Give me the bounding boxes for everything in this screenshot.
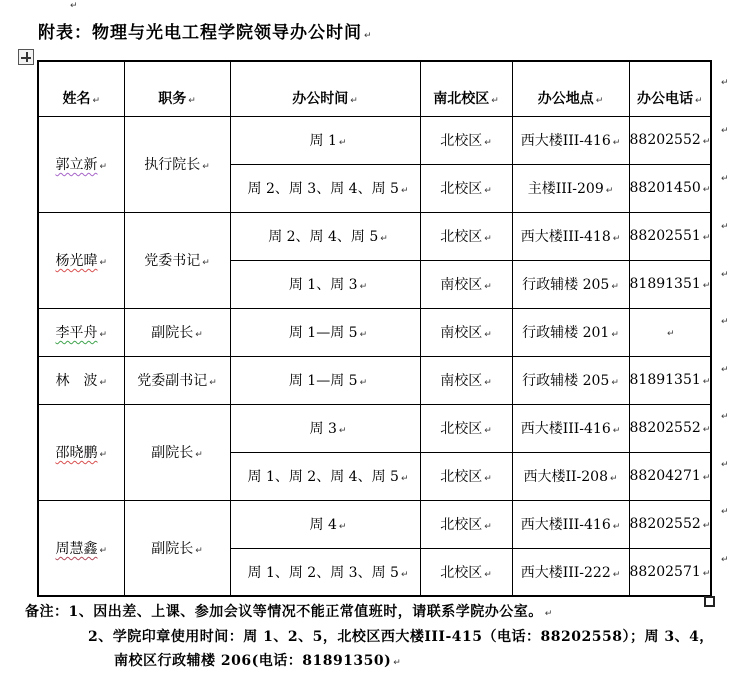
pilcrow-mark: ↵: [209, 378, 217, 388]
campus: 北校区: [440, 517, 483, 533]
header-time[interactable]: [230, 61, 420, 116]
pilcrow-mark: ↵: [721, 317, 729, 327]
pilcrow-mark: ↵: [400, 474, 409, 484]
person-name: 邵晓鹏: [55, 445, 98, 461]
header-row: [38, 61, 711, 116]
location-cell[interactable]: [512, 548, 629, 596]
office-location: 西大楼III-416: [520, 517, 611, 533]
location-cell[interactable]: [512, 452, 629, 500]
pilcrow-mark: ↵: [92, 95, 101, 106]
pilcrow-mark: ↵: [721, 365, 729, 375]
campus: 南校区: [440, 325, 483, 341]
position-cell[interactable]: [124, 356, 230, 404]
name-cell[interactable]: [38, 116, 124, 212]
campus-cell[interactable]: [420, 404, 512, 452]
location-cell[interactable]: [512, 212, 629, 260]
phone-cell[interactable]: [629, 548, 711, 596]
pilcrow-mark: ↵: [702, 425, 711, 435]
office-time: 周 2、周 4、周 5: [268, 229, 379, 245]
time-cell[interactable]: [230, 116, 420, 164]
time-cell[interactable]: [230, 404, 420, 452]
pilcrow-mark: ↵: [338, 522, 347, 532]
position-cell[interactable]: [124, 116, 230, 212]
person-position: 党委副书记: [137, 373, 208, 389]
note-line-3[interactable]: [114, 650, 401, 670]
office-time: 周 2、周 3、周 4、周 5: [247, 181, 399, 197]
person-name: 郭立新: [55, 157, 98, 173]
pilcrow-mark: ↵: [702, 568, 711, 579]
position-cell[interactable]: [124, 308, 230, 356]
office-location: 行政辅楼 205: [522, 373, 610, 389]
person-position: 党委书记: [144, 253, 201, 269]
campus-cell[interactable]: [420, 500, 512, 548]
note-line-2[interactable]: [88, 626, 714, 646]
office-phone: 88202551: [629, 228, 701, 244]
time-cell[interactable]: [230, 452, 420, 500]
campus-cell[interactable]: [420, 260, 512, 308]
pilcrow-mark: ↵: [99, 545, 108, 556]
name-cell[interactable]: [38, 500, 124, 596]
office-location: 西大楼II-208: [523, 469, 608, 485]
pilcrow-mark: ↵: [70, 1, 78, 11]
pilcrow-mark: ↵: [702, 473, 711, 483]
pilcrow-mark: ↵: [350, 95, 358, 106]
pilcrow-mark: ↵: [721, 78, 729, 88]
campus-cell[interactable]: [420, 452, 512, 500]
table-row: [38, 308, 711, 356]
pilcrow-mark: ↵: [721, 126, 729, 136]
pilcrow-mark: ↵: [99, 330, 108, 340]
pilcrow-mark: ↵: [612, 426, 621, 436]
header-position-label: 职务: [158, 90, 187, 107]
pilcrow-mark: ↵: [338, 426, 347, 436]
office-location: 西大楼III-416: [520, 421, 611, 437]
pilcrow-mark: ↵: [364, 31, 373, 41]
pilcrow-mark: ↵: [484, 426, 492, 436]
header-time-label: 办公时间: [292, 90, 349, 107]
office-hours-table: [37, 60, 712, 597]
time-cell[interactable]: [230, 164, 420, 212]
table-row: [38, 500, 711, 548]
office-time: 周 4: [309, 517, 337, 533]
phone-cell[interactable]: [629, 212, 711, 260]
location-cell[interactable]: [512, 260, 629, 308]
pilcrow-mark: ↵: [611, 330, 619, 340]
time-cell[interactable]: [230, 548, 420, 596]
table-move-handle-icon[interactable]: [18, 49, 34, 65]
time-cell[interactable]: [230, 500, 420, 548]
pilcrow-mark: ↵: [694, 95, 703, 106]
campus: 北校区: [440, 133, 483, 149]
pilcrow-mark: ↵: [380, 234, 388, 244]
person-name: 李平舟: [55, 325, 98, 341]
office-phone: 88202552: [629, 420, 701, 436]
phone-cell[interactable]: [629, 452, 711, 500]
pilcrow-mark: ↵: [195, 450, 203, 460]
person-position: 执行院长: [144, 157, 201, 173]
phone-cell[interactable]: [629, 164, 711, 212]
person-position: 副院长: [151, 540, 194, 557]
table-row: [38, 116, 711, 164]
pilcrow-mark: ↵: [611, 282, 619, 292]
pilcrow-mark: ↵: [721, 460, 729, 470]
campus-cell[interactable]: [420, 356, 512, 404]
pilcrow-mark: ↵: [99, 378, 108, 388]
move-cross-vertical: [26, 52, 28, 62]
pilcrow-mark: ↵: [484, 186, 492, 196]
pilcrow-mark: ↵: [400, 186, 409, 196]
office-time: 周 3: [309, 421, 337, 437]
office-phone: 81891351: [629, 372, 701, 388]
person-name: 林 波: [55, 373, 98, 389]
phone-cell[interactable]: [629, 356, 711, 404]
pilcrow-mark: ↵: [702, 233, 711, 243]
pilcrow-mark: ↵: [544, 609, 553, 619]
pilcrow-mark: ↵: [338, 138, 347, 148]
pilcrow-mark: ↵: [484, 234, 492, 244]
office-location: 西大楼III-418: [520, 229, 611, 245]
pilcrow-mark: ↵: [612, 569, 621, 580]
pilcrow-mark: ↵: [491, 95, 499, 106]
time-cell[interactable]: [230, 212, 420, 260]
location-cell[interactable]: [512, 164, 629, 212]
page-title-text: 附表：物理与光电工程学院领导办公时间: [38, 23, 362, 43]
time-cell[interactable]: [230, 356, 420, 404]
pilcrow-mark: ↵: [484, 474, 492, 484]
phone-cell[interactable]: [629, 116, 711, 164]
office-time: 周 1、周 3: [288, 277, 358, 293]
pilcrow-mark: ↵: [99, 450, 108, 460]
person-position: 副院长: [151, 445, 194, 461]
office-time: 周 1—周 5: [288, 325, 358, 341]
note-line-1[interactable]: [25, 601, 553, 621]
office-time: 周 1—周 5: [288, 373, 358, 389]
office-time: 周 1: [309, 133, 337, 149]
pilcrow-mark: ↵: [99, 258, 108, 268]
pilcrow-mark: ↵: [605, 186, 614, 196]
campus: 北校区: [440, 181, 483, 197]
header-location[interactable]: [512, 61, 629, 116]
campus-cell[interactable]: [420, 548, 512, 596]
page-title[interactable]: [38, 18, 373, 43]
campus: 南校区: [440, 373, 483, 389]
name-cell[interactable]: [38, 356, 124, 404]
pilcrow-mark: ↵: [484, 378, 492, 388]
header-name-label: 姓名: [62, 90, 91, 107]
office-location: 行政辅楼 201: [522, 325, 610, 341]
pilcrow-mark: ↵: [188, 95, 196, 106]
pilcrow-mark: ↵: [702, 521, 711, 531]
header-position[interactable]: [124, 61, 230, 116]
campus-cell[interactable]: [420, 308, 512, 356]
pilcrow-mark: ↵: [595, 95, 604, 106]
pilcrow-mark: ↵: [702, 377, 711, 387]
person-name: 杨光暐: [55, 253, 98, 269]
pilcrow-mark: ↵: [99, 162, 108, 172]
phone-cell[interactable]: [629, 308, 711, 356]
pilcrow-mark: ↵: [359, 282, 368, 292]
pilcrow-mark: ↵: [359, 330, 368, 340]
pilcrow-mark: ↵: [484, 569, 492, 580]
header-campus[interactable]: [420, 61, 512, 116]
office-location: 主楼III-209: [527, 181, 604, 197]
office-phone: 88202552: [629, 132, 701, 148]
office-phone: 88204271: [629, 468, 701, 484]
pilcrow-mark: ↵: [400, 569, 409, 580]
name-cell[interactable]: [38, 404, 124, 500]
phone-cell[interactable]: [629, 404, 711, 452]
name-cell[interactable]: [38, 212, 124, 308]
pilcrow-mark: ↵: [721, 222, 729, 232]
pilcrow-mark: ↵: [612, 522, 621, 532]
campus: 北校区: [440, 564, 483, 581]
campus-cell[interactable]: [420, 164, 512, 212]
location-cell[interactable]: [512, 116, 629, 164]
campus: 北校区: [440, 229, 483, 245]
header-phone[interactable]: [629, 61, 711, 116]
pilcrow-mark: ↵: [702, 281, 711, 291]
pilcrow-mark: ↵: [666, 329, 675, 339]
name-cell[interactable]: [38, 308, 124, 356]
campus: 北校区: [440, 469, 483, 485]
person-position: 副院长: [151, 325, 194, 341]
office-phone: 88202571: [629, 563, 701, 580]
pilcrow-mark: ↵: [702, 185, 711, 195]
pilcrow-mark: ↵: [609, 474, 618, 484]
phone-cell[interactable]: [629, 500, 711, 548]
table-row: [38, 212, 711, 260]
position-cell[interactable]: [124, 404, 230, 500]
pilcrow-mark: ↵: [484, 282, 492, 292]
office-time: 周 1、周 2、周 3、周 5: [247, 564, 399, 581]
phone-cell[interactable]: [629, 260, 711, 308]
location-cell[interactable]: [512, 356, 629, 404]
time-cell[interactable]: [230, 308, 420, 356]
location-cell[interactable]: [512, 404, 629, 452]
table-row: [38, 356, 711, 404]
campus: 南校区: [440, 277, 483, 293]
pilcrow-mark: ↵: [202, 162, 210, 172]
pilcrow-mark: ↵: [612, 234, 621, 244]
office-location: 西大楼III-416: [520, 133, 611, 149]
office-location: 西大楼III-222: [520, 564, 611, 581]
header-name[interactable]: [38, 61, 124, 116]
office-time: 周 1、周 2、周 4、周 5: [247, 469, 399, 485]
pilcrow-mark: ↵: [721, 174, 729, 184]
pilcrow-mark: ↵: [484, 522, 492, 532]
location-cell[interactable]: [512, 500, 629, 548]
table-resize-handle[interactable]: [704, 596, 715, 607]
campus-cell[interactable]: [420, 116, 512, 164]
pilcrow-mark: ↵: [359, 378, 368, 388]
pilcrow-mark: ↵: [721, 270, 729, 280]
note-text: 南校区行政辅楼 206(电话：81891350): [114, 653, 392, 669]
pilcrow-mark: ↵: [195, 545, 203, 556]
header-phone-label: 办公电话: [636, 90, 693, 107]
position-cell[interactable]: [124, 212, 230, 308]
pilcrow-mark: ↵: [721, 555, 729, 565]
pilcrow-mark: ↵: [393, 658, 402, 668]
pilcrow-mark: ↵: [484, 138, 492, 148]
pilcrow-mark: ↵: [721, 412, 729, 422]
office-phone: 88202552: [629, 516, 701, 532]
pilcrow-mark: ↵: [721, 507, 729, 517]
header-location-label: 办公地点: [537, 90, 594, 107]
pilcrow-mark: ↵: [484, 330, 492, 340]
time-cell[interactable]: [230, 260, 420, 308]
pilcrow-mark: ↵: [202, 258, 210, 268]
pilcrow-mark: ↵: [611, 378, 619, 388]
office-location: 行政辅楼 205: [522, 277, 610, 293]
position-cell[interactable]: [124, 500, 230, 596]
office-phone: 81891351: [629, 276, 701, 292]
campus-cell[interactable]: [420, 212, 512, 260]
campus: 北校区: [440, 421, 483, 437]
note-text: 备注：1、因出差、上课、参加会议等情况不能正常值班时，请联系学院办公室。: [25, 604, 543, 620]
note-text: 2、学院印章使用时间：周 1、2、5，北校区西大楼III-415（电话：88202558）；周 3、4，: [88, 629, 714, 645]
header-campus-label: 南北校区: [433, 90, 490, 107]
pilcrow-mark: ↵: [702, 137, 711, 147]
pilcrow-mark: ↵: [612, 138, 621, 148]
person-name: 周慧鑫: [55, 540, 98, 557]
pilcrow-mark: ↵: [195, 330, 203, 340]
office-phone: 88201450: [629, 180, 701, 196]
table-row: [38, 404, 711, 452]
location-cell[interactable]: [512, 308, 629, 356]
